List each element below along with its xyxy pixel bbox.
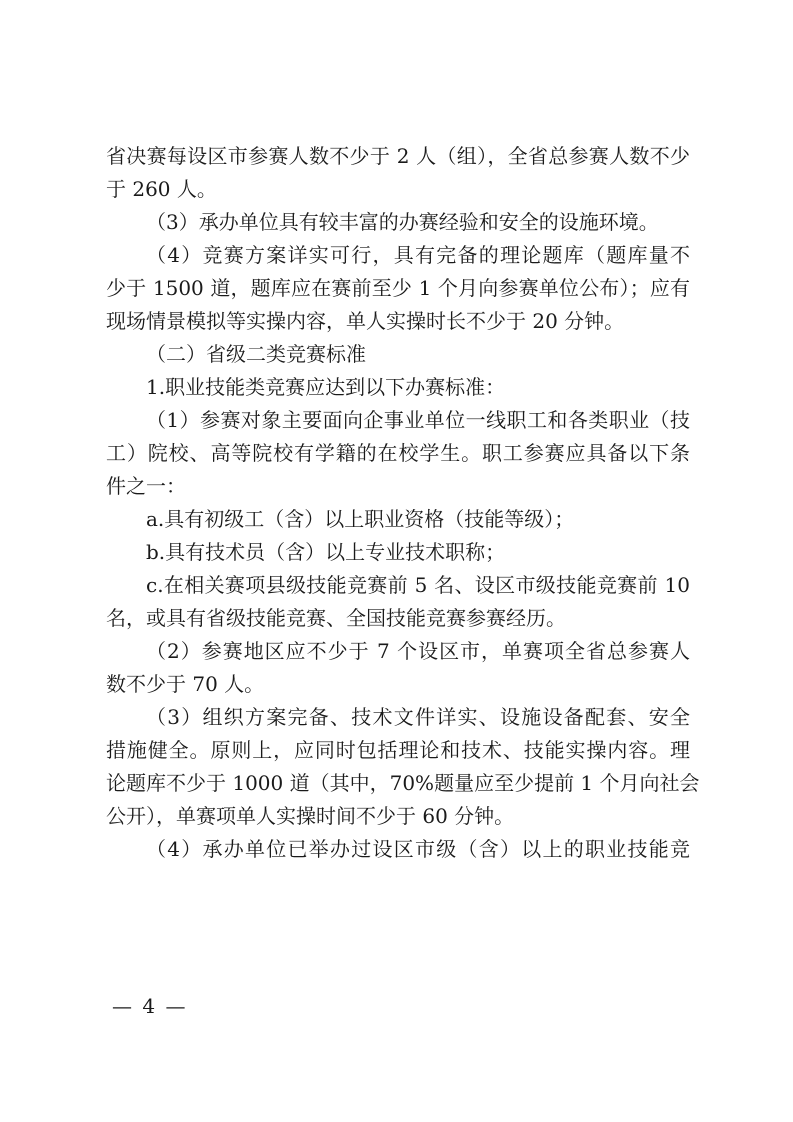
text-line: （4）竞赛方案详实可行，具有完备的理论题库（题库量不 [146, 243, 690, 267]
page-number: — 4 — [112, 994, 188, 1018]
section-heading: （二）省级二类竞赛标准 [146, 342, 366, 366]
text-line: （3）组织方案完备、技术文件详实、设施设备配套、安全 [146, 705, 690, 729]
text-line: （3）承办单位具有较丰富的办赛经验和安全的设施环境。 [146, 210, 659, 234]
text-line: 工）院校、高等院校有学籍的在校学生。职工参赛应具备以下条 [106, 441, 690, 465]
body-text [106, 140, 700, 866]
subsection-heading: 1.职业技能类竞赛应达到以下办赛标准： [146, 375, 506, 399]
text-line: 数不少于 70 人。 [106, 672, 265, 696]
text-line: 于 260 人。 [106, 177, 217, 201]
text-line: 少于 1500 道，题库应在赛前至少 1 个月向参赛单位公布）；应有 [106, 276, 690, 300]
text-line: 论题库不少于 1000 道（其中，70%题量应至少提前 1 个月向社会 [106, 771, 700, 795]
text-line: 件之一： [106, 474, 186, 498]
list-item: b.具有技术员（含）以上专业技术职称； [146, 540, 506, 564]
text-line: 措施健全。原则上，应同时包括理论和技术、技能实操内容。理 [106, 738, 690, 762]
text-line: （1）参赛对象主要面向企事业单位一线职工和各类职业（技 [146, 408, 690, 432]
list-item: c.在相关赛项县级技能竞赛前 5 名、设区市级技能竞赛前 10 [146, 573, 690, 597]
list-item: a.具有初级工（含）以上职业资格（技能等级）； [146, 507, 575, 531]
text-line: 公开），单赛项单人实操时间不少于 60 分钟。 [106, 804, 515, 828]
text-line: （2）参赛地区应不少于 7 个设区市，单赛项全省总参赛人 [146, 639, 690, 663]
text-line: （4）承办单位已举办过设区市级（含）以上的职业技能竞 [146, 837, 690, 861]
text-line: 现场情景模拟等实操内容，单人实操时长不少于 20 分钟。 [106, 309, 625, 333]
text-line: 名，或具有省级技能竞赛、全国技能竞赛参赛经历。 [106, 606, 566, 630]
text-line: 省决赛每设区市参赛人数不少于 2 人（组），全省总参赛人数不少 [106, 144, 690, 168]
